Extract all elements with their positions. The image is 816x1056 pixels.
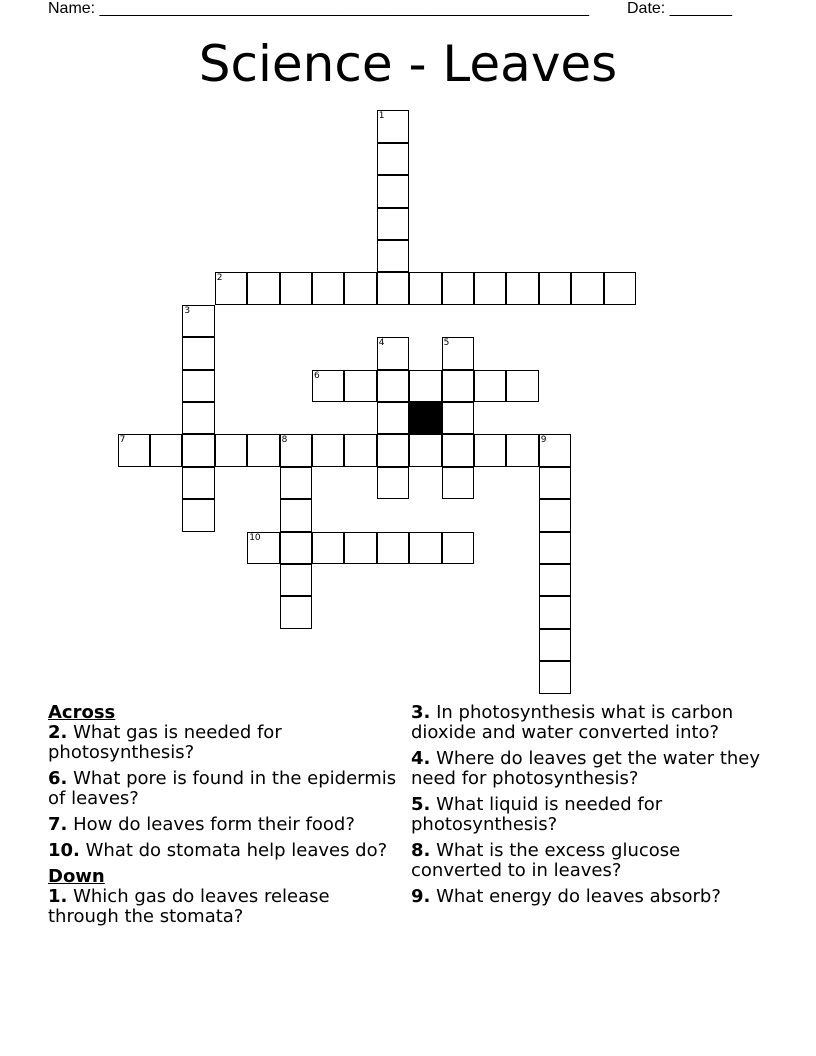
grid-cell[interactable]	[409, 272, 441, 304]
grid-cell[interactable]	[280, 434, 312, 466]
clue-text: What do stomata help leaves do?	[79, 840, 388, 861]
grid-cell[interactable]	[506, 370, 538, 402]
clues-column-left	[48, 703, 398, 933]
clue-number: 1.	[48, 886, 68, 907]
clue-item	[48, 723, 398, 763]
grid-cell[interactable]	[280, 564, 312, 596]
grid-cell[interactable]	[539, 564, 571, 596]
clue-item	[411, 795, 761, 835]
grid-cell[interactable]	[118, 434, 150, 466]
clue-number: 6.	[48, 768, 68, 789]
grid-cell[interactable]	[312, 272, 344, 304]
grid-cell[interactable]	[442, 402, 474, 434]
grid-cell[interactable]	[377, 337, 409, 369]
clue-text: What energy do leaves absorb?	[430, 886, 721, 907]
grid-cell[interactable]	[182, 402, 214, 434]
clue-number: 5.	[411, 794, 431, 815]
grid-cell[interactable]	[539, 272, 571, 304]
grid-cell[interactable]	[344, 272, 376, 304]
clue-text: Where do leaves get the water they need for photosynthesis?	[411, 748, 761, 789]
grid-cell[interactable]	[150, 434, 182, 466]
clue-number-label: 8	[281, 435, 288, 446]
grid-cell[interactable]	[539, 661, 571, 693]
header-name-line: Name: _______________________________________________________	[48, 0, 589, 17]
clue-number: 4.	[411, 748, 431, 769]
grid-cell[interactable]	[442, 272, 474, 304]
grid-cell-black	[409, 402, 441, 434]
clue-number: 2.	[48, 722, 68, 743]
clue-item	[48, 841, 398, 861]
grid-cell[interactable]	[344, 532, 376, 564]
clue-number-label: 10	[249, 532, 261, 543]
clue-number: 8.	[411, 840, 431, 861]
clue-section-heading: Across	[48, 702, 116, 723]
clue-text: What is the excess glucose converted to in leaves?	[411, 840, 681, 881]
grid-cell[interactable]	[474, 434, 506, 466]
grid-cell[interactable]	[280, 596, 312, 628]
grid-cell[interactable]	[280, 532, 312, 564]
grid-cell[interactable]	[506, 272, 538, 304]
clue-item	[48, 887, 398, 927]
grid-cell[interactable]	[442, 370, 474, 402]
grid-cell[interactable]	[312, 434, 344, 466]
clue-number-label: 4	[378, 338, 385, 349]
clue-text: What gas is needed for photosynthesis?	[48, 722, 282, 763]
clue-number-label: 2	[216, 273, 223, 284]
grid-cell[interactable]	[377, 240, 409, 272]
grid-cell[interactable]	[182, 434, 214, 466]
clue-number: 7.	[48, 814, 68, 835]
grid-cell[interactable]	[506, 434, 538, 466]
clue-item	[411, 841, 761, 881]
grid-cell[interactable]	[215, 434, 247, 466]
clue-number-label: 5	[443, 338, 450, 349]
grid-cell[interactable]	[247, 434, 279, 466]
grid-cell[interactable]	[377, 208, 409, 240]
grid-cell[interactable]	[344, 434, 376, 466]
grid-cell[interactable]	[280, 467, 312, 499]
grid-cell[interactable]	[312, 370, 344, 402]
clue-text: Which gas do leaves release through the stomata?	[48, 886, 330, 927]
grid-cell[interactable]	[442, 467, 474, 499]
grid-cell[interactable]	[377, 110, 409, 142]
grid-cell[interactable]	[442, 532, 474, 564]
grid-cell[interactable]	[377, 143, 409, 175]
grid-cell[interactable]	[539, 499, 571, 531]
grid-cell[interactable]	[377, 467, 409, 499]
grid-cell[interactable]	[409, 532, 441, 564]
clue-number: 9.	[411, 886, 431, 907]
clue-number-label: 1	[378, 111, 385, 122]
grid-cell[interactable]	[182, 305, 214, 337]
grid-cell[interactable]	[247, 532, 279, 564]
grid-cell[interactable]	[539, 434, 571, 466]
page-title: Science - Leaves	[198, 35, 618, 93]
grid-cell[interactable]	[377, 272, 409, 304]
grid-cell[interactable]	[182, 499, 214, 531]
grid-cell[interactable]	[539, 629, 571, 661]
clue-item	[411, 887, 761, 907]
grid-cell[interactable]	[280, 499, 312, 531]
grid-cell[interactable]	[377, 402, 409, 434]
clue-item	[48, 769, 398, 809]
grid-cell[interactable]	[182, 467, 214, 499]
clue-section-heading: Down	[48, 866, 105, 887]
grid-cell[interactable]	[539, 532, 571, 564]
clue-text: In photosynthesis what is carbon dioxide and water converted into?	[411, 702, 734, 743]
clue-number-label: 6	[314, 370, 320, 381]
clue-text: What pore is found in the epidermis of leaves?	[48, 768, 397, 809]
grid-cell[interactable]	[280, 272, 312, 304]
clue-text: How do leaves form their food?	[67, 814, 355, 835]
clue-number-label: 7	[119, 435, 126, 446]
clue-number-label: 3	[184, 305, 191, 316]
grid-cell[interactable]	[377, 532, 409, 564]
grid-cell[interactable]	[539, 467, 571, 499]
grid-cell[interactable]	[377, 175, 409, 207]
clue-item	[48, 815, 398, 835]
grid-cell[interactable]	[571, 272, 603, 304]
clue-item	[411, 703, 761, 743]
clue-number: 3.	[411, 702, 431, 723]
grid-cell[interactable]	[247, 272, 279, 304]
clue-number-label: 9	[540, 435, 547, 446]
grid-cell[interactable]	[474, 272, 506, 304]
clue-text: What liquid is needed for photosynthesis?	[411, 794, 663, 835]
grid-cell[interactable]	[604, 272, 636, 304]
grid-cell[interactable]	[377, 434, 409, 466]
grid-cell[interactable]	[344, 370, 376, 402]
grid-cell[interactable]	[539, 596, 571, 628]
clues-column-right	[411, 703, 761, 913]
header-date-line: Date: _______	[627, 0, 732, 17]
grid-cell[interactable]	[474, 370, 506, 402]
grid-cell[interactable]	[215, 272, 247, 304]
grid-cell[interactable]	[442, 337, 474, 369]
grid-cell[interactable]	[377, 370, 409, 402]
clue-item	[411, 749, 761, 789]
grid-cell[interactable]	[312, 532, 344, 564]
grid-cell[interactable]	[409, 370, 441, 402]
grid-cell[interactable]	[409, 434, 441, 466]
grid-cell[interactable]	[182, 370, 214, 402]
clue-number: 10.	[48, 840, 80, 861]
grid-cell[interactable]	[182, 337, 214, 369]
grid-cell[interactable]	[442, 434, 474, 466]
